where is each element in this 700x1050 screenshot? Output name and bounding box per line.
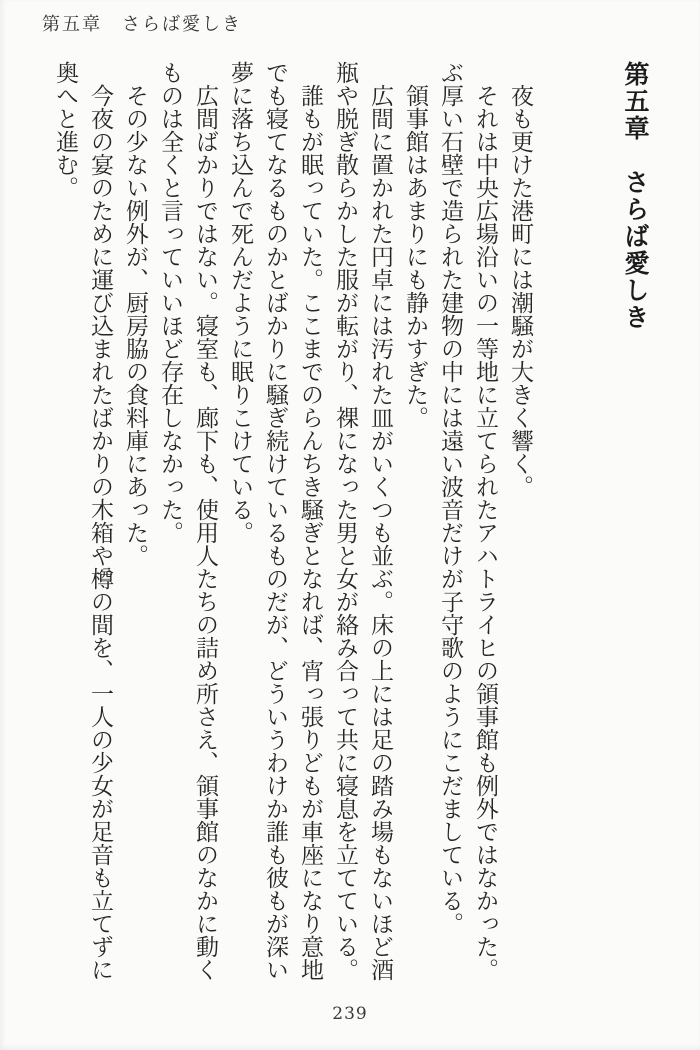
paragraph: 誰もが眠っていた。ここまでのらんちき騒ぎとなれば、宵っ張りどもが車座になり意地でも寝てなるものかとばかりに騒ぎ続けているものだが、どういうわけか誰も彼もが深い夢に落ち込んで死んだように眠りこけている。 [227,61,323,981]
paragraph: それは中央広場沿いの一等地に立てられたアハトライヒの領事館も例外ではなかった。ぶ厚い石壁で造られた建物の中には遠い波音だけが子守歌のようにこだましている。 [437,61,498,981]
paragraph: その少ない例外が、厨房脇の食料庫にあった。 [122,84,148,567]
body-text [47,61,537,989]
paragraph: 夜も更けた港町には潮騒が大きく響く。 [507,84,533,498]
paragraph: 今夜の宴のために運び込まれたばかりの木箱や樽の間を、一人の少女が足音も立てずに奥へと進む。 [52,61,113,981]
paragraph: 領事館はあまりにも静かすぎた。 [402,84,428,429]
chapter-title: 第五章 さらば愛しき [621,61,650,331]
page-number: 239 [332,1004,368,1024]
vertical-text-block [47,61,655,989]
running-head: 第五章 さらば愛しき [42,14,242,35]
paragraph: 広間に置かれた円卓には汚れた皿がいくつも並ぶ。床の上には足の踏み場もないほど酒瓶や脱ぎ散らかした服が転がり、裸になった男と女が絡み合って共に寝息を立てている。 [332,61,393,981]
paragraph: 広間ばかりではない。寝室も、廊下も、使用人たちの詰め所さえ、領事館のなかに動くものは全くと言っていいほど存在しなかった。 [157,61,218,981]
